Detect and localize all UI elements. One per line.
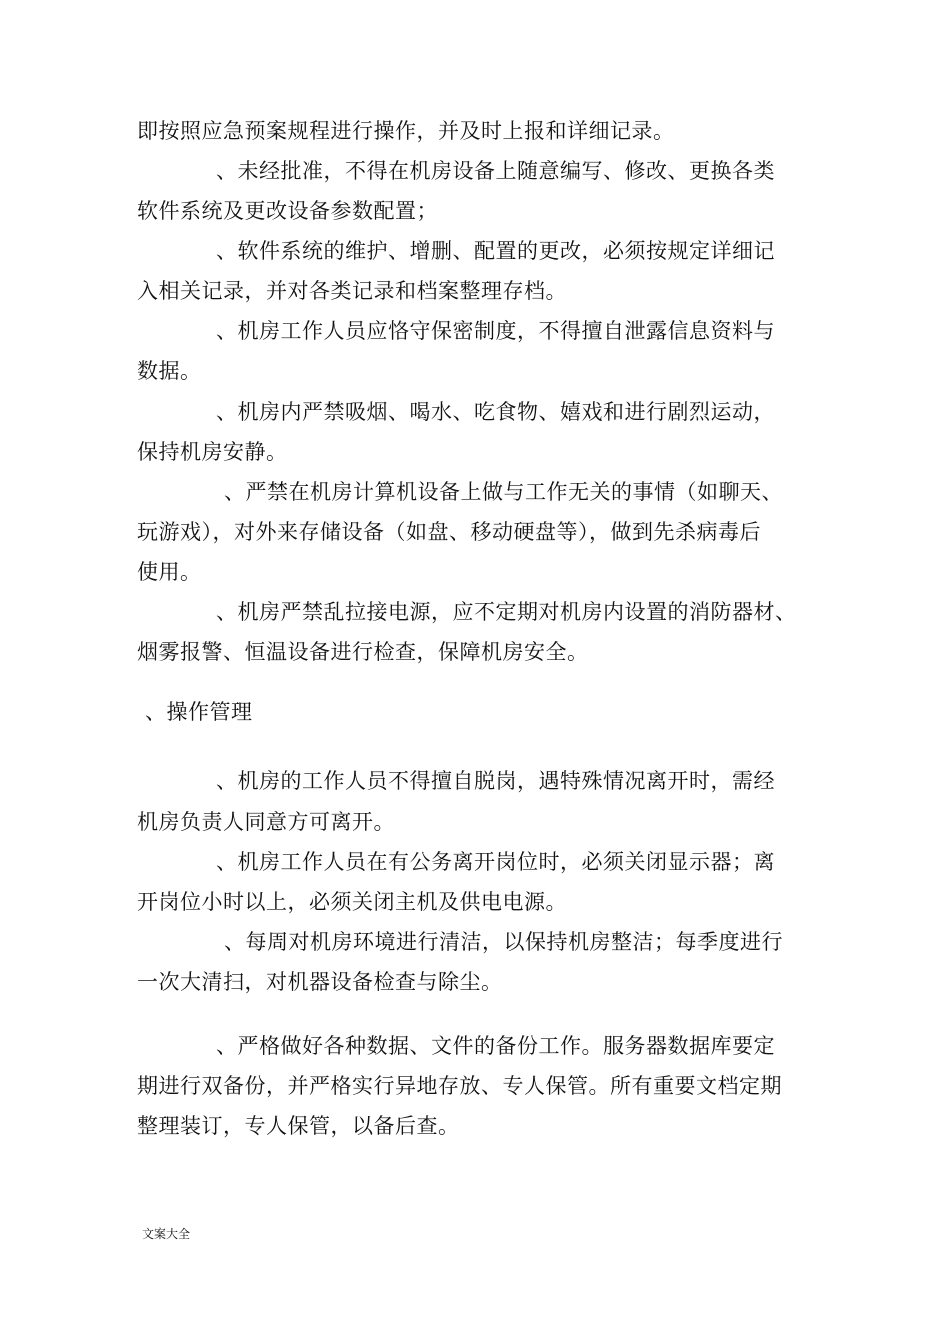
body-line: 整理装订，专人保管，以备后查。 (137, 1114, 460, 1138)
body-line: 机房负责人同意方可离开。 (137, 810, 395, 834)
body-line: 数据。 (137, 359, 202, 383)
body-line: 、机房的工作人员不得擅自脱岗，遇特殊情况离开时，需经 (216, 769, 775, 793)
body-line: 、软件系统的维护、增删、配置的更改，必须按规定详细记 (216, 239, 775, 263)
body-line: 、未经批准，不得在机房设备上随意编写、修改、更换各类 (216, 159, 775, 183)
body-line: 、每周对机房环境进行清洁，以保持机房整洁；每季度进行 (224, 930, 783, 954)
body-line: 、机房严禁乱拉接电源，应不定期对机房内设置的消防器材、 (216, 600, 797, 624)
body-line: 即按照应急预案规程进行操作，并及时上报和详细记录。 (137, 119, 675, 143)
body-line: 玩游戏），对外来存储设备（如盘、移动硬盘等），做到先杀病毒后 (137, 520, 761, 544)
body-line: 、机房工作人员在有公务离开岗位时，必须关闭显示器；离 (216, 850, 775, 874)
body-line: 入相关记录，并对各类记录和档案整理存档。 (137, 279, 567, 303)
body-line: 期进行双备份，并严格实行异地存放、专人保管。所有重要文档定期 (137, 1074, 782, 1098)
body-line: 软件系统及更改设备参数配置； (137, 199, 438, 223)
body-line: 、严格做好各种数据、文件的备份工作。服务器数据库要定 (216, 1034, 775, 1058)
section-heading: 、操作管理 (145, 700, 253, 724)
body-line: 、严禁在机房计算机设备上做与工作无关的事情（如聊天、 (224, 480, 783, 504)
page-footer: 文案大全 (142, 1227, 191, 1241)
body-line: 、机房工作人员应恪守保密制度，不得擅自泄露信息资料与 (216, 319, 775, 343)
body-line: 开岗位小时以上，必须关闭主机及供电电源。 (137, 890, 567, 914)
body-line: 使用。 (137, 560, 202, 584)
body-line: 烟雾报警、恒温设备进行检查，保障机房安全。 (137, 640, 589, 664)
body-line: 一次大清扫，对机器设备检查与除尘。 (137, 970, 503, 994)
body-line: 保持机房安静。 (137, 440, 288, 464)
body-line: 、机房内严禁吸烟、喝水、吃食物、嬉戏和进行剧烈运动， (216, 400, 775, 424)
